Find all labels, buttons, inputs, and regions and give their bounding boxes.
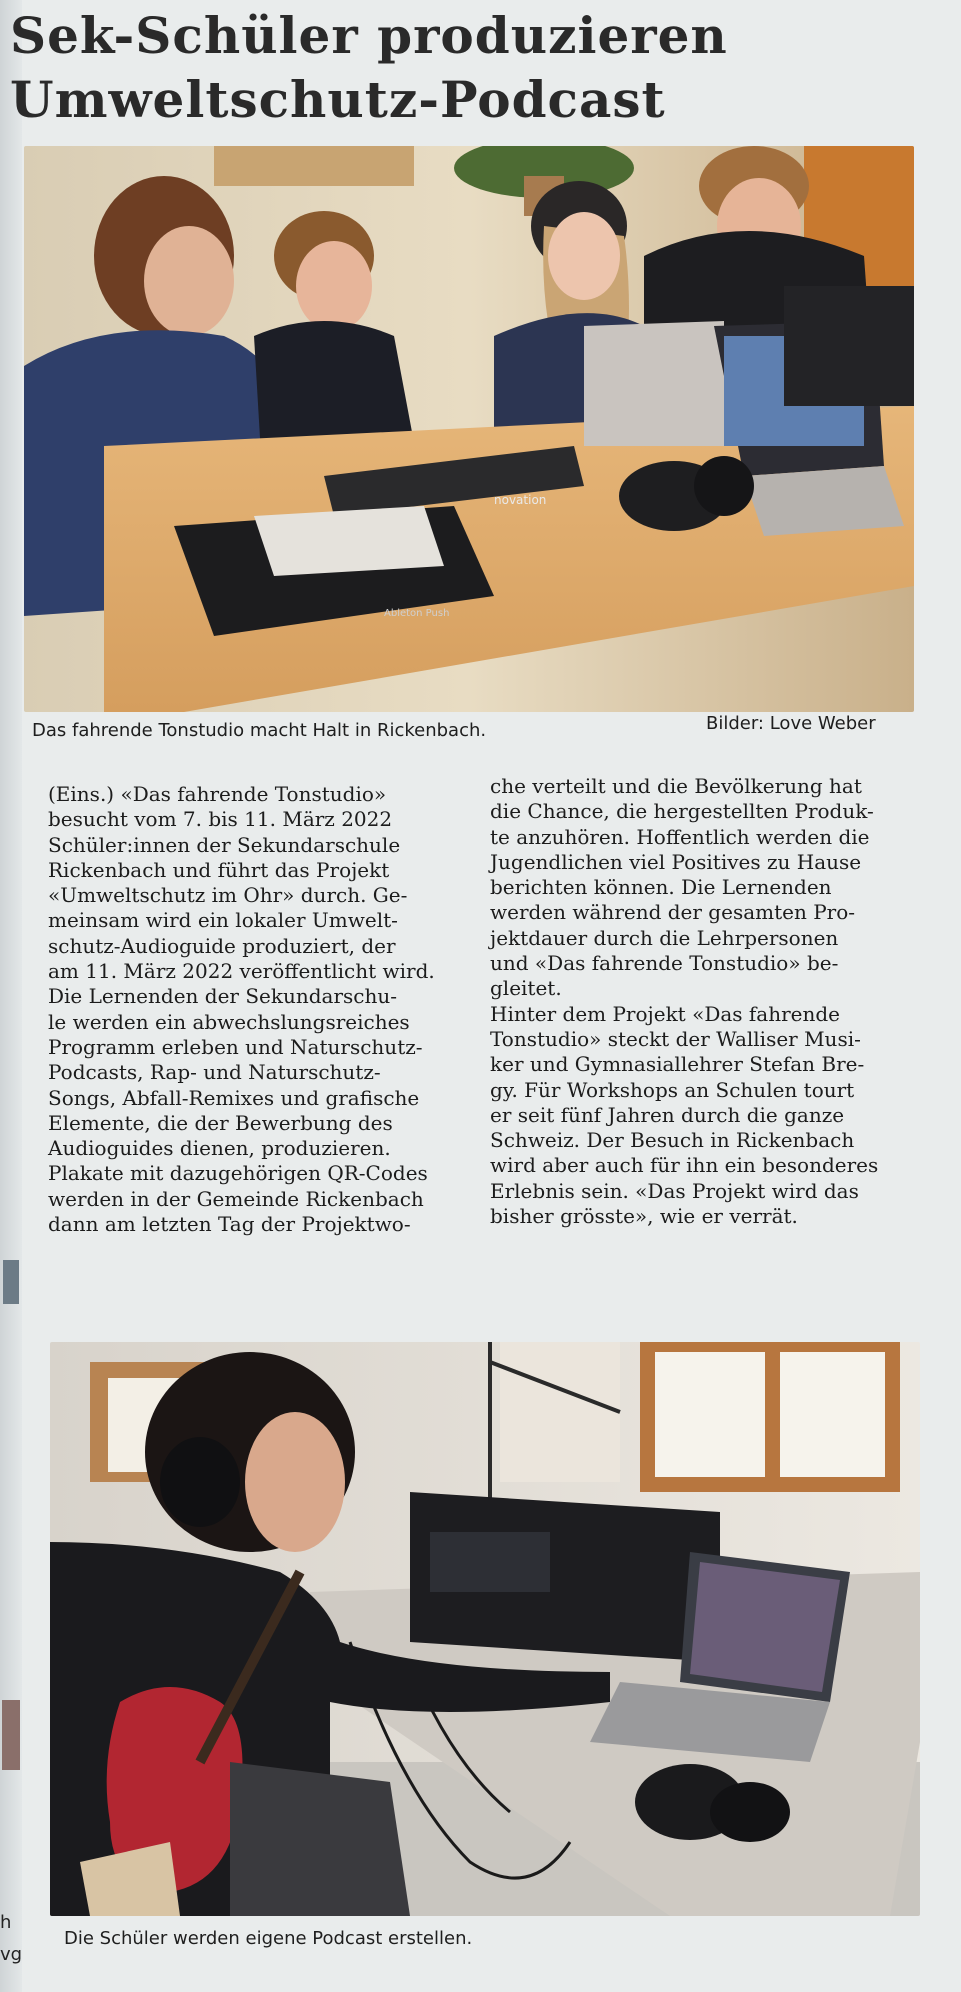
photo-credit: Bilder: Love Weber bbox=[706, 713, 876, 734]
edge-text-fragment: h bbox=[0, 1912, 12, 1933]
text-line: Jugendlichen viel Positives zu Hause bbox=[490, 849, 862, 874]
text-line: dann am letzten Tag der Projektwo- bbox=[48, 1212, 411, 1237]
headline-line: Umweltschutz-Podcast bbox=[10, 70, 666, 129]
text-line: Erlebnis sein. «Das Projekt wird das bbox=[490, 1178, 859, 1203]
photo-caption: Das fahrende Tonstudio macht Halt in Rickenbach. bbox=[32, 720, 487, 741]
text-line: che verteilt und die Bevölkerung hat bbox=[490, 774, 862, 798]
text-line: am 11. März 2022 veröffentlicht wird. bbox=[48, 959, 435, 984]
text-line: Die Lernenden der Sekundarschu- bbox=[48, 984, 398, 1009]
text-line: besucht vom 7. bis 11. März 2022 bbox=[48, 807, 393, 832]
text-line: Songs, Abfall-Remixes und grafische bbox=[48, 1085, 420, 1110]
headline-line: Sek-Schüler produzieren bbox=[10, 6, 728, 65]
text-line: te anzuhören. Hoffentlich werden die bbox=[490, 824, 870, 849]
text-line: die Chance, die hergestellten Produk- bbox=[490, 799, 874, 824]
text-line: werden während der gesamten Pro- bbox=[490, 900, 856, 925]
text-line: und «Das fahrende Tonstudio» be- bbox=[490, 951, 839, 976]
text-line: Podcasts, Rap- und Naturschutz- bbox=[48, 1060, 381, 1085]
text-line: Schüler:innen der Sekundarschule bbox=[48, 832, 401, 857]
photo-student-laptop bbox=[50, 1342, 920, 1916]
text-line: Elemente, die der Bewerbung des bbox=[48, 1110, 393, 1135]
text-line: Plakate mit dazugehörigen QR-Codes bbox=[48, 1161, 428, 1186]
text-line: Programm erleben und Naturschutz- bbox=[48, 1034, 423, 1059]
text-line: bisher grösste», wie er verrät. bbox=[490, 1204, 798, 1229]
text-line: wird aber auch für ihn ein besonderes bbox=[490, 1153, 879, 1178]
keyboard-brand-label: novation bbox=[494, 493, 547, 507]
text-line: meinsam wird ein lokaler Umwelt- bbox=[48, 908, 398, 933]
text-line: «Umweltschutz im Ohr» durch. Ge- bbox=[48, 883, 408, 908]
text-line: er seit fünf Jahren durch die ganze bbox=[490, 1102, 845, 1127]
text-line: Rickenbach und führt das Projekt bbox=[48, 857, 390, 882]
text-line: gleitet. bbox=[490, 976, 562, 1001]
text-line: Tonstudio» steckt der Walliser Musi- bbox=[490, 1026, 861, 1051]
text-line: (Eins.) «Das fahrende Tonstudio» bbox=[48, 782, 387, 806]
text-line: werden in der Gemeinde Rickenbach bbox=[48, 1186, 424, 1211]
text-line: jektdauer durch die Lehrpersonen bbox=[490, 925, 839, 950]
article-column-left bbox=[48, 782, 460, 1237]
headline bbox=[10, 4, 930, 132]
text-line: Schweiz. Der Besuch in Rickenbach bbox=[490, 1128, 855, 1153]
photo-caption: Die Schüler werden eigene Podcast erstellen. bbox=[64, 1928, 473, 1949]
text-line: berichten können. Die Lernenden bbox=[490, 875, 832, 900]
edge-text-fragment: vg bbox=[0, 1944, 23, 1965]
text-line: le werden ein abwechslungsreiches bbox=[48, 1009, 410, 1034]
controller-brand-label: Ableton Push bbox=[384, 608, 450, 619]
photo-studio-table bbox=[24, 146, 914, 712]
text-line: ker und Gymnasiallehrer Stefan Bre- bbox=[490, 1052, 865, 1077]
text-line: gy. Für Workshops an Schulen tourt bbox=[490, 1077, 855, 1102]
text-line: Audioguides dienen, produzieren. bbox=[48, 1136, 391, 1161]
text-line: Hinter dem Projekt «Das fahrende bbox=[490, 1001, 841, 1026]
text-line: schutz-Audioguide produziert, der bbox=[48, 933, 396, 958]
article-column-right bbox=[490, 774, 906, 1229]
